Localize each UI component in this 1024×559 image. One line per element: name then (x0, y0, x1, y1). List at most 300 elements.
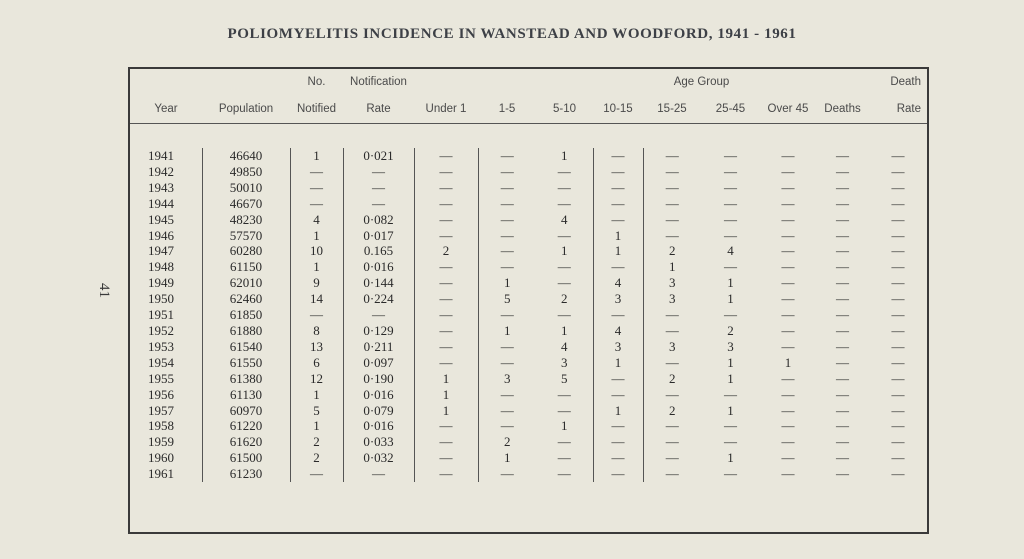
cell-over45: — (781, 322, 795, 338)
cell-age-15-25: — (665, 466, 679, 482)
cell-notified: 2 (290, 434, 343, 450)
cell-deaths: — (836, 275, 849, 291)
cell-death-rate: — (891, 259, 905, 275)
cell-age-10-15: — (593, 418, 643, 434)
cell-death-rate: — (891, 179, 905, 195)
cell-notified: 6 (290, 355, 343, 371)
table-row (130, 466, 927, 482)
cell-year: 1948 (130, 259, 202, 275)
cell-age-10-15: — (593, 180, 643, 196)
cell-age-25-45: — (724, 163, 737, 179)
cell-deaths: — (836, 291, 849, 307)
header-no: No. (307, 76, 326, 88)
cell-age-25-45: — (724, 307, 737, 323)
cell-notified: — (290, 164, 343, 180)
cell-under1: — (414, 339, 478, 355)
header-notified: Notified (290, 95, 343, 124)
cell-rate: 0·211 (343, 339, 414, 355)
cell-death-rate: — (891, 322, 905, 338)
cell-population: 61540 (202, 339, 290, 355)
cell-over45: — (781, 148, 795, 163)
cell-deaths: — (836, 354, 849, 370)
cell-death-rate: — (891, 418, 905, 434)
cell-death-rate: — (891, 243, 905, 259)
cell-age-15-25: 2 (669, 402, 676, 418)
cell-age-10-15: 1 (593, 355, 643, 371)
cell-death-rate: — (891, 275, 905, 291)
cell-age-1-5: — (500, 227, 514, 243)
cell-year: 1944 (130, 196, 202, 212)
header-age-10-15: 10-15 (593, 95, 643, 124)
cell-age-10-15: 3 (593, 291, 643, 307)
cell-age-5-10: — (536, 307, 593, 323)
cell-notified: — (290, 196, 343, 212)
cell-deaths: — (836, 386, 849, 402)
cell-age-25-45: 2 (727, 322, 734, 338)
cell-year: 1942 (130, 164, 202, 180)
cell-age-1-5: — (500, 211, 514, 227)
cell-year: 1945 (130, 212, 202, 228)
cell-under1: — (414, 228, 478, 244)
cell-death-rate: — (891, 370, 905, 386)
header-over45: Over 45 (760, 95, 816, 124)
cell-population: 61620 (202, 434, 290, 450)
cell-age-5-10: 4 (536, 212, 593, 228)
cell-rate: — (343, 466, 414, 482)
cell-notified: 14 (290, 291, 343, 307)
cell-age-25-45: — (724, 179, 737, 195)
table-row (130, 307, 927, 323)
cell-under1: — (414, 148, 478, 164)
table-frame (128, 67, 929, 534)
cell-rate: 0·016 (343, 418, 414, 434)
cell-age-15-25: — (665, 227, 679, 243)
cell-rate: 0·082 (343, 212, 414, 228)
cell-age-15-25: — (665, 148, 679, 163)
table-row (130, 291, 927, 307)
cell-age-1-5: — (500, 418, 514, 434)
cell-age-5-10: 1 (536, 418, 593, 434)
cell-age-10-15: — (593, 212, 643, 228)
cell-population: 61550 (202, 355, 290, 371)
cell-notified: 12 (290, 371, 343, 387)
cell-population: 61380 (202, 371, 290, 387)
cell-population: 61500 (202, 450, 290, 466)
cell-population: 61230 (202, 466, 290, 482)
table-row (130, 148, 927, 164)
cell-population: 61850 (202, 307, 290, 323)
cell-year: 1943 (130, 180, 202, 196)
cell-age-1-5: 3 (504, 370, 511, 386)
cell-notified: 1 (290, 418, 343, 434)
cell-rate: 0·016 (343, 259, 414, 275)
cell-age-5-10: 1 (536, 243, 593, 259)
cell-deaths: — (836, 227, 849, 243)
cell-age-1-5: — (500, 466, 514, 482)
cell-deaths: — (836, 466, 849, 482)
cell-over45: — (781, 179, 795, 195)
cell-over45: — (781, 163, 795, 179)
header-age-25-45: 25-45 (701, 95, 760, 124)
cell-deaths: — (836, 434, 849, 450)
cell-death-rate: — (891, 466, 905, 482)
cell-rate: 0·016 (343, 387, 414, 403)
cell-rate: 0·190 (343, 371, 414, 387)
table-row (130, 196, 927, 212)
cell-under1: — (414, 212, 478, 228)
cell-age-1-5: 1 (504, 450, 511, 466)
cell-under1: — (414, 434, 478, 450)
cell-age-5-10: — (536, 387, 593, 403)
cell-age-15-25: — (665, 195, 679, 211)
cell-population: 46640 (202, 148, 290, 164)
cell-age-15-25: — (665, 322, 679, 338)
cell-under1: — (414, 275, 478, 291)
cell-death-rate: — (891, 211, 905, 227)
cell-age-10-15: — (593, 387, 643, 403)
cell-population: 61220 (202, 418, 290, 434)
cell-age-10-15: 1 (593, 228, 643, 244)
cell-death-rate: — (891, 402, 905, 418)
cell-rate: — (343, 307, 414, 323)
cell-notified: 9 (290, 275, 343, 291)
cell-deaths: — (836, 259, 849, 275)
cell-age-10-15: 4 (593, 323, 643, 339)
cell-age-25-45: 4 (727, 243, 734, 259)
cell-under1: — (414, 307, 478, 323)
cell-age-25-45: — (724, 195, 737, 211)
cell-rate: 0·224 (343, 291, 414, 307)
cell-under1: — (414, 196, 478, 212)
cell-under1: 1 (414, 387, 478, 403)
header-population: Population (202, 95, 290, 124)
cell-year: 1947 (130, 243, 202, 259)
cell-age-25-45: — (724, 211, 737, 227)
cell-over45: — (781, 259, 795, 275)
table-row (130, 323, 927, 339)
table-row (130, 228, 927, 244)
cell-population: 50010 (202, 180, 290, 196)
cell-year: 1953 (130, 339, 202, 355)
cell-deaths: — (836, 243, 849, 259)
cell-population: 57570 (202, 228, 290, 244)
cell-age-25-45: 1 (727, 275, 734, 291)
cell-notified: — (290, 180, 343, 196)
cell-year: 1950 (130, 291, 202, 307)
cell-age-15-25: 3 (669, 338, 676, 354)
table-row (130, 339, 927, 355)
cell-under1: — (414, 291, 478, 307)
header-age-1-5: 1-5 (478, 95, 536, 124)
cell-year: 1956 (130, 387, 202, 403)
cell-year: 1952 (130, 323, 202, 339)
cell-age-1-5: — (500, 354, 514, 370)
cell-notified: 1 (290, 387, 343, 403)
cell-over45: — (781, 227, 795, 243)
cell-age-1-5: — (500, 259, 514, 275)
cell-age-15-25: 3 (669, 275, 676, 291)
cell-death-rate: — (891, 338, 905, 354)
cell-notified: 1 (290, 259, 343, 275)
cell-age-1-5: — (500, 243, 514, 259)
cell-year: 1951 (130, 307, 202, 323)
cell-over45: 1 (784, 354, 792, 370)
cell-notified: 5 (290, 403, 343, 419)
cell-age-15-25: 2 (669, 243, 676, 259)
cell-age-5-10: 4 (536, 339, 593, 355)
cell-death-rate: — (891, 227, 905, 243)
cell-age-15-25: — (665, 307, 679, 323)
cell-year: 1958 (130, 418, 202, 434)
cell-year: 1954 (130, 355, 202, 371)
cell-over45: — (781, 402, 795, 418)
cell-population: 60970 (202, 403, 290, 419)
cell-year: 1949 (130, 275, 202, 291)
table-row (130, 180, 927, 196)
cell-over45: — (781, 338, 795, 354)
cell-rate: 0·129 (343, 323, 414, 339)
cell-rate: 0·144 (343, 275, 414, 291)
cell-under1: 2 (414, 243, 478, 259)
cell-age-10-15: 1 (593, 243, 643, 259)
cell-age-15-25: — (665, 211, 679, 227)
header-year: Year (130, 95, 202, 124)
header-age-15-25: 15-25 (643, 95, 701, 124)
cell-age-5-10: — (536, 259, 593, 275)
table-row (130, 418, 927, 434)
cell-age-5-10: — (536, 434, 593, 450)
cell-age-10-15: — (593, 164, 643, 180)
cell-rate: — (343, 180, 414, 196)
table-row (130, 434, 927, 450)
table-row (130, 243, 927, 259)
table-row (130, 450, 927, 466)
cell-age-25-45: 1 (727, 450, 734, 466)
cell-age-10-15: 3 (593, 339, 643, 355)
cell-age-15-25: — (665, 418, 679, 434)
cell-age-25-45: 1 (727, 370, 734, 386)
cell-age-10-15: — (593, 434, 643, 450)
table-title: POLIOMYELITIS INCIDENCE IN WANSTEAD AND WOODFORD, 1941 - 1961 (227, 26, 797, 42)
cell-under1: 1 (414, 371, 478, 387)
table-row (130, 259, 927, 275)
cell-deaths: — (836, 450, 849, 466)
cell-age-1-5: — (500, 148, 514, 163)
cell-age-1-5: — (500, 338, 514, 354)
cell-under1: 1 (414, 403, 478, 419)
cell-age-25-45: 1 (727, 354, 734, 370)
cell-year: 1941 (130, 148, 202, 164)
cell-age-1-5: — (500, 163, 514, 179)
cell-age-25-45: — (724, 418, 737, 434)
cell-population: 61150 (202, 259, 290, 275)
cell-over45: — (781, 195, 795, 211)
cell-age-10-15: 1 (593, 403, 643, 419)
cell-population: 61130 (202, 387, 290, 403)
cell-age-25-45: — (724, 259, 737, 275)
cell-death-rate: — (891, 291, 905, 307)
header-under1: Under 1 (414, 95, 478, 124)
cell-over45: — (781, 243, 795, 259)
cell-age-15-25: — (665, 163, 679, 179)
cell-age-15-25: — (665, 179, 679, 195)
cell-year: 1960 (130, 450, 202, 466)
cell-age-5-10: — (536, 164, 593, 180)
cell-over45: — (781, 307, 795, 323)
cell-age-10-15: — (593, 148, 643, 164)
cell-age-25-45: — (724, 148, 737, 163)
cell-year: 1955 (130, 371, 202, 387)
cell-age-15-25: 3 (669, 291, 676, 307)
cell-death-rate: — (891, 148, 905, 163)
cell-over45: — (781, 370, 795, 386)
cell-rate: 0·079 (343, 403, 414, 419)
cell-deaths: — (836, 195, 849, 211)
cell-age-25-45: — (724, 227, 737, 243)
cell-under1: — (414, 466, 478, 482)
cell-age-25-45: 3 (727, 338, 734, 354)
cell-age-5-10: — (536, 466, 593, 482)
cell-notified: 2 (290, 450, 343, 466)
cell-age-5-10: 3 (536, 355, 593, 371)
cell-age-5-10: 5 (536, 371, 593, 387)
cell-rate: 0·033 (343, 434, 414, 450)
cell-rate: 0·017 (343, 228, 414, 244)
cell-age-5-10: 2 (536, 291, 593, 307)
cell-age-10-15: — (593, 466, 643, 482)
header-row-2 (130, 95, 927, 124)
cell-population: 49850 (202, 164, 290, 180)
cell-age-1-5: 5 (504, 291, 511, 307)
cell-rate: 0·097 (343, 355, 414, 371)
cell-notified: 1 (290, 148, 343, 164)
cell-population: 62010 (202, 275, 290, 291)
cell-population: 48230 (202, 212, 290, 228)
incidence-table (130, 69, 927, 482)
cell-year: 1957 (130, 403, 202, 419)
cell-age-15-25: 1 (669, 259, 676, 275)
cell-under1: — (414, 418, 478, 434)
header-death: Death (890, 76, 921, 88)
cell-rate: — (343, 164, 414, 180)
cell-deaths: — (836, 370, 849, 386)
cell-age-5-10: — (536, 403, 593, 419)
cell-death-rate: — (891, 450, 905, 466)
cell-age-15-25: — (665, 450, 679, 466)
cell-deaths: — (836, 211, 849, 227)
cell-age-15-25: — (665, 354, 679, 370)
cell-age-15-25: — (665, 386, 679, 402)
table-row (130, 403, 927, 419)
table-row (130, 355, 927, 371)
cell-age-10-15: — (593, 307, 643, 323)
cell-notified: 1 (290, 228, 343, 244)
cell-age-1-5: — (500, 386, 514, 402)
cell-age-5-10: 1 (536, 323, 593, 339)
cell-death-rate: — (891, 195, 905, 211)
cell-population: 62460 (202, 291, 290, 307)
cell-notified: 13 (290, 339, 343, 355)
page-number: 41 (96, 283, 112, 298)
cell-under1: — (414, 323, 478, 339)
cell-age-10-15: — (593, 450, 643, 466)
cell-deaths: — (836, 418, 849, 434)
cell-year: 1961 (130, 466, 202, 482)
cell-deaths: — (836, 179, 849, 195)
table-row (130, 212, 927, 228)
header-notification: Notification (350, 76, 407, 88)
cell-under1: — (414, 450, 478, 466)
cell-deaths: — (836, 322, 849, 338)
cell-age-5-10: — (536, 275, 593, 291)
table-row (130, 275, 927, 291)
cell-age-25-45: 1 (727, 291, 734, 307)
cell-notified: — (290, 466, 343, 482)
table-row (130, 371, 927, 387)
cell-over45: — (781, 418, 795, 434)
cell-age-1-5: — (500, 179, 514, 195)
table-row (130, 164, 927, 180)
cell-over45: — (781, 275, 795, 291)
cell-age-1-5: — (500, 307, 514, 323)
cell-death-rate: — (891, 307, 905, 323)
cell-age-25-45: — (724, 434, 737, 450)
cell-deaths: — (836, 338, 849, 354)
cell-age-5-10: 1 (536, 148, 593, 164)
cell-over45: — (781, 386, 795, 402)
cell-age-15-25: — (665, 434, 679, 450)
cell-age-1-5: 2 (504, 434, 511, 450)
cell-deaths: — (836, 402, 849, 418)
cell-notified: — (290, 307, 343, 323)
cell-age-10-15: — (593, 196, 643, 212)
cell-notified: 10 (290, 243, 343, 259)
cell-age-10-15: 4 (593, 275, 643, 291)
cell-age-10-15: — (593, 371, 643, 387)
cell-over45: — (781, 466, 795, 482)
cell-over45: — (781, 434, 795, 450)
cell-rate: 0·021 (343, 148, 414, 164)
table-body (130, 148, 927, 482)
cell-death-rate: — (891, 434, 905, 450)
header-death-rate: Rate (869, 95, 927, 124)
cell-age-1-5: — (500, 402, 514, 418)
cell-age-1-5: 1 (504, 275, 511, 291)
header-deaths: Deaths (816, 95, 869, 124)
cell-population: 46670 (202, 196, 290, 212)
cell-death-rate: — (891, 386, 905, 402)
cell-age-5-10: — (536, 180, 593, 196)
cell-notified: 8 (290, 323, 343, 339)
cell-rate: — (343, 196, 414, 212)
cell-population: 61880 (202, 323, 290, 339)
header-rate: Rate (343, 95, 414, 124)
cell-deaths: — (836, 307, 849, 323)
cell-age-25-45: 1 (727, 402, 734, 418)
cell-age-5-10: — (536, 228, 593, 244)
cell-rate: 0·032 (343, 450, 414, 466)
header-age-5-10: 5-10 (536, 95, 593, 124)
cell-year: 1959 (130, 434, 202, 450)
cell-death-rate: — (891, 354, 905, 370)
cell-over45: — (781, 450, 795, 466)
cell-age-25-45: — (724, 466, 737, 482)
cell-year: 1946 (130, 228, 202, 244)
cell-over45: — (781, 291, 795, 307)
header-row-1 (130, 69, 927, 95)
cell-age-5-10: — (536, 450, 593, 466)
cell-under1: — (414, 180, 478, 196)
